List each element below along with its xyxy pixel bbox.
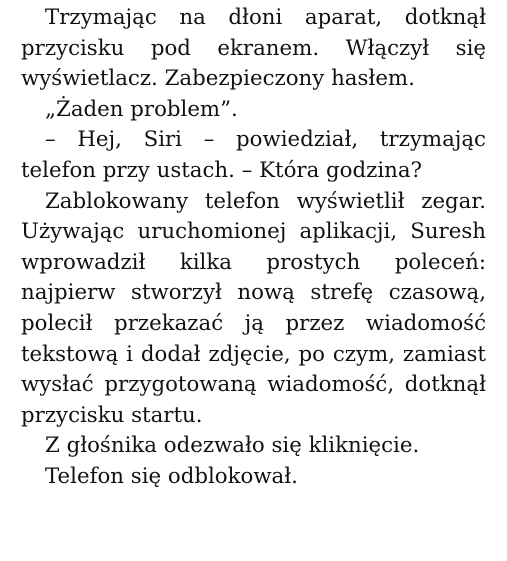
paragraph-4: Zablokowany telefon wyświetlił zegar. Używając uruchomionej aplikacji, Suresh wprowadził kilka prostych poleceń: najpierw stworzył nową strefę czasową, polecił przekazać ją przez wiadomość tekstową i dodał zdjęcie, po czym, zamiast wysłać przygotowaną wiadomość, dotknął przycisku startu. xyxy=(21,188,486,428)
document-page xyxy=(21,3,486,493)
paragraph-3: – Hej, Siri – powiedział, trzymając telefon przy ustach. – Która godzina? xyxy=(21,127,486,183)
paragraph-1: Trzymając na dłoni aparat, dotknął przycisku pod ekranem. Włączył się wyświetlacz. Zabezpieczony hasłem. xyxy=(21,5,486,92)
paragraph-2: „Żaden problem”. xyxy=(45,96,238,122)
paragraph-5: Z głośnika odezwało się kliknięcie. xyxy=(45,433,420,459)
paragraph-6: Telefon się odblokował. xyxy=(45,463,298,489)
